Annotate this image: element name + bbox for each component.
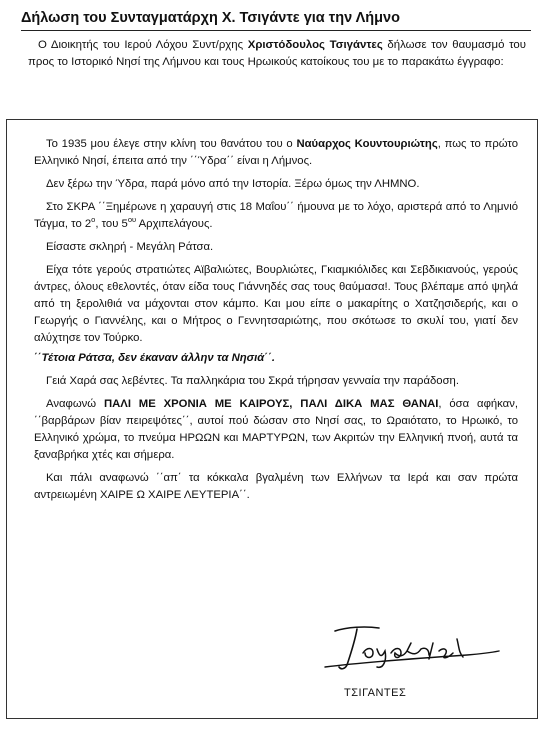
letter-paragraph-3: [34, 199, 518, 233]
letter-frame: [6, 119, 538, 719]
letter-p3-superscript-2: ου: [127, 215, 137, 225]
letter-paragraph-2: Δεν ξέρω την Ύδρα, παρά μόνο από την Ιστορία. Ξέρω όμως την ΛΗΜΝΟ.: [46, 178, 420, 190]
letter-p7-pre: Αναφωνώ: [46, 398, 104, 410]
letter-paragraph-8: Και πάλι αναφωνώ ΄΄απ΄ τα κόκκαλα βγαλμένη των Ελλήνων τα Ιερά και σαν πρώτα αντρειωμένη ΧΑΙΡΕ Ω ΧΑΙΡΕ ΛΕΥΤΕΡΙΑ΄΄.: [34, 472, 518, 501]
letter-paragraph-6: Γειά Χαρά σας λεβέντες. Τα παλληκάρια του Σκρά τήρησαν γενναία την παράδοση.: [46, 375, 459, 387]
signer-name: ΤΣΙΓΑΝΤΕΣ: [344, 687, 407, 699]
handwritten-signature: [317, 617, 507, 677]
letter-p3-mid: , του 5: [95, 218, 128, 230]
letter-paragraph-7: [34, 396, 518, 464]
letter-quote-text: ΄΄Τέτοια Ράτσα, δεν έκαναν άλλην τα Νησιά΄΄.: [34, 352, 275, 364]
letter-p1-pre: Το 1935 μου έλεγε στην κλίνη του θανάτου του ο: [46, 138, 297, 150]
letter-p3-superscript-1: ο: [91, 215, 96, 225]
letter-paragraph-4: Είσαστε σκληρή - Μεγάλη Ράτσα.: [46, 241, 214, 253]
intro-text-pre: Ο Διοικητής του Ιερού Λόχου Συντ/ρχης: [38, 39, 248, 51]
intro-text-post: δήλωσε τον θαυμασμό του προς το Ιστορικό Νησί της Λήμνου και τους Ηρωικούς κατοίκους του με το παρακάτω έγγραφο:: [28, 39, 526, 68]
letter-paragraph-5: Είχα τότε γερούς στρατιώτες Αϊβαλιώτες, Βουρλιώτες, Γκιαμκιόλιδες και Σεβδικιανούς, γερούς άντρες, όλους εθελοντές, όταν είδα τους Γιάννηδές σας τους θαύμασα!. Τους βλέπαμε από ψηλά από τη ξερολιθιά να μάχονται στον κάμπο. Και μου είπε ο μακαρίτης ο Χατζησιδερής, και ο Γεωργής ο Γιαννέλης, και ο Μήτρος ο Γεννητσαριώτης, που σκότωσε το σκυλί του, γιατί δεν αλύχτησε τον Τούρκο.: [34, 264, 518, 344]
letter-p3-post: Αρχιπελάγους.: [136, 218, 213, 230]
document-title: Δήλωση του Συνταγματάρχη Χ. Τσιγάντε για την Λήμνο: [21, 10, 400, 26]
intro-paragraph: [28, 37, 526, 71]
letter-p3-pre: Στο ΣΚΡΑ ΄΄Ξημέρωνε η χαραυγή στις 18 Μαΐου΄΄ ήμουνα με το λόχο, αριστερά από το Λημνιό Τάγμα, το 2: [34, 201, 518, 230]
letter-body: [34, 136, 518, 510]
intro-commander-name: Χριστόδουλος Τσιγάντες: [247, 39, 383, 51]
letter-p1-post: , πως το πρώτο Ελληνικό Νησί, έπειτα από την ΄΄Ύδρα΄΄ είναι η Λήμνος.: [34, 138, 518, 167]
letter-p7-post: , όσα αφήκαν, ΄΄βαρβάρων βίαν πειρεψότες΄΄, αυτοί πού δώσαν στο Νησί σας, το Ωραιότατο, το Ηρωικό, το Ελληνικό χρώμα, το πνεύμα ΗΡΩΩΝ και ΜΑΡΤΥΡΩΝ, των Ακριτών την Ελληνική πνοή, αυτά τα ξαναβρήκα χτές και σήμερα.: [34, 398, 519, 461]
letter-quote: [34, 350, 518, 367]
title-underline: [21, 30, 531, 31]
letter-admiral-name: Ναύαρχος Κουντουριώτης: [296, 138, 438, 150]
letter-paragraph-1: [34, 136, 518, 170]
letter-p7-exclamation: ΠΑΛΙ ΜΕ ΧΡΟΝΙΑ ΜΕ ΚΑΙΡΟΥΣ, ΠΑΛΙ ΔΙΚΑ ΜΑΣ ΘΑΝΑΙ: [103, 398, 439, 410]
